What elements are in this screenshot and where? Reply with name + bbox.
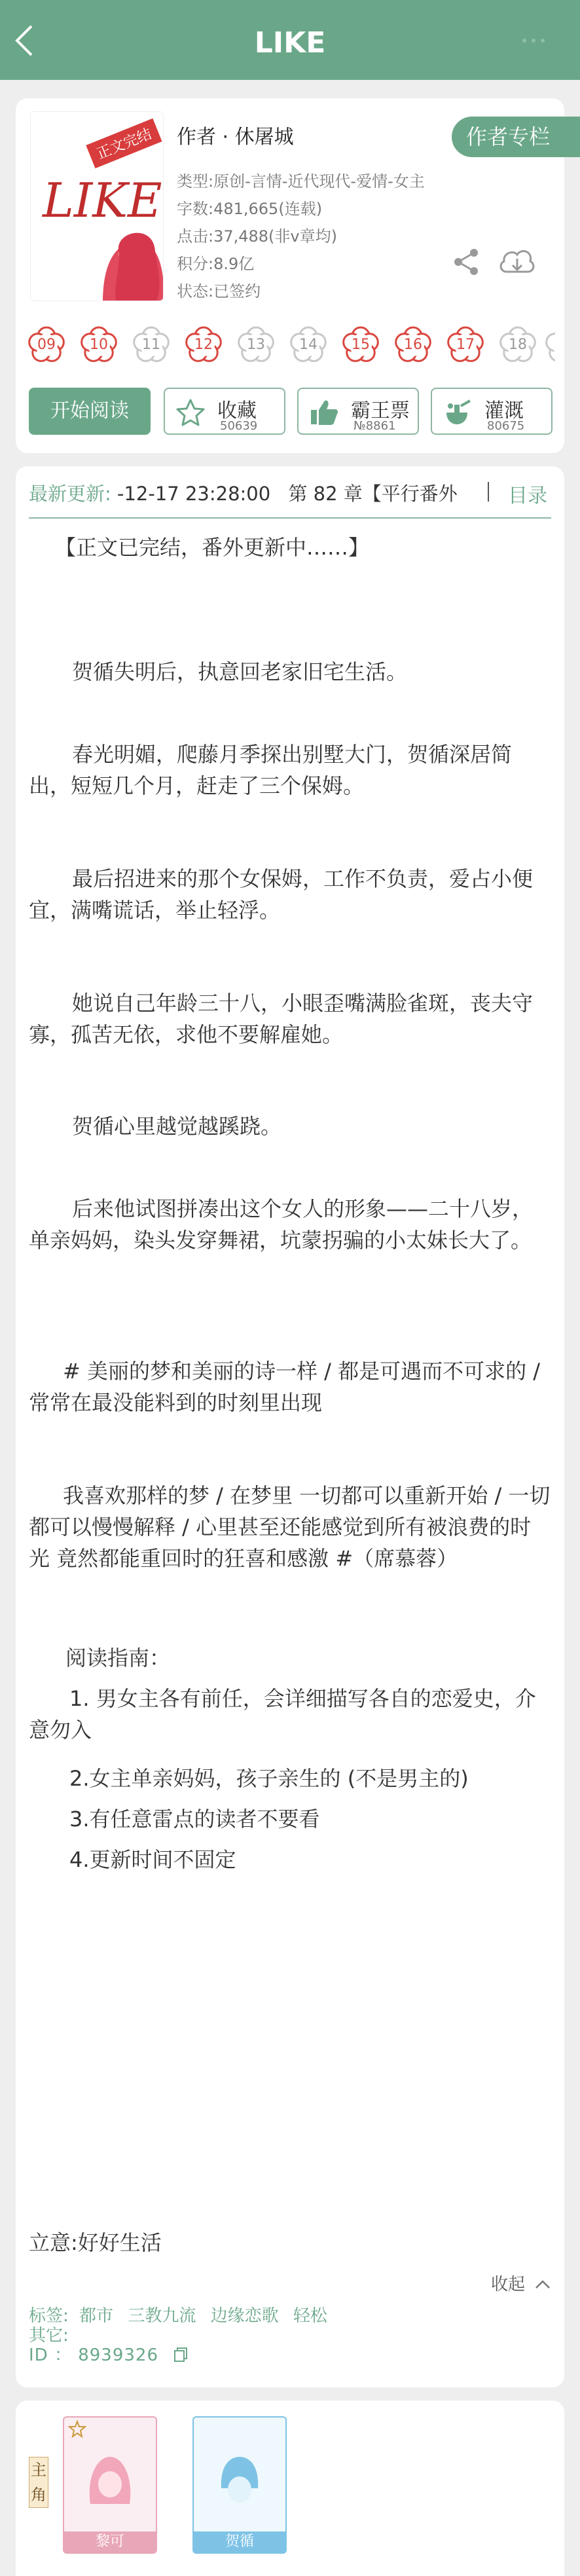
- latest-update-label: 最新更新:: [29, 483, 111, 505]
- page-title: LIKE: [254, 26, 326, 60]
- overlord-ticket-label: 霸王票: [351, 399, 410, 422]
- collect-button[interactable]: [164, 388, 285, 435]
- reading-guide-item: 3.有任意雷点的读者不要看: [69, 1807, 320, 1831]
- character-name: 黎可: [64, 2531, 156, 2552]
- intro-paragraph: 最后招进来的那个女保姆，工作不负责，爱占小便宜，满嘴谎话，举止轻浮。: [29, 866, 534, 923]
- collect-label: 收藏: [217, 399, 257, 422]
- thumbs-up-icon: [309, 398, 339, 427]
- book-score: 积分:8.9亿: [177, 255, 255, 273]
- other-label: 其它:: [29, 2326, 69, 2346]
- rating-flower[interactable]: 15: [339, 323, 382, 367]
- latest-chapter: 第 82 章【平行番外: [288, 483, 458, 505]
- download-button[interactable]: [498, 246, 537, 278]
- rating-flower[interactable]: 11: [130, 323, 173, 367]
- cover-stamp: 正文完结: [94, 126, 154, 163]
- latest-update[interactable]: [29, 479, 458, 506]
- collapse-button[interactable]: [491, 2271, 551, 2295]
- book-id[interactable]: [29, 2346, 336, 2365]
- rating-flower-partial: [542, 323, 555, 367]
- irrigate-label: 灌溉: [484, 399, 524, 422]
- irrigate-button[interactable]: [431, 388, 553, 435]
- intro-paragraph: 她说自己年龄三十八，小眼歪嘴满脸雀斑，丧夫守寡，孤苦无依，求他不要解雇她。: [29, 991, 534, 1047]
- overlord-ticket-count: №8861: [353, 419, 396, 433]
- more-button[interactable]: [520, 35, 547, 46]
- cover-art: [31, 112, 164, 301]
- tag[interactable]: 轻松: [293, 2306, 327, 2326]
- book-clicks: 点击:37,488(非v章均): [177, 227, 337, 246]
- reading-guide-title: 阅读指南：: [65, 1646, 171, 1670]
- male-avatar-icon: [213, 2452, 266, 2511]
- intro-paragraph: 贺循心里越觉越蹊跷。: [72, 1114, 282, 1139]
- intro-paragraph: # 美丽的梦和美丽的诗一样 / 都是可遇而不可求的 / 常常在最没能料到的时刻里出现: [29, 1359, 541, 1415]
- star-icon: [175, 398, 206, 427]
- latest-update-time: -12-17 23:28:00: [117, 483, 271, 505]
- character-card[interactable]: [63, 2416, 157, 2554]
- intro-paragraph: 后来他试图拼凑出这个女人的形象——二十八岁，单亲妈妈，染头发穿舞裙，坑蒙拐骗的小太妹长大了。: [29, 1196, 534, 1253]
- character-name: 贺循: [194, 2531, 285, 2552]
- tag[interactable]: 三教九流: [128, 2306, 196, 2326]
- reading-guide-item: 2.女主单亲妈妈，孩子亲生的 (不是男主的): [69, 1766, 469, 1791]
- share-button[interactable]: [450, 248, 483, 276]
- share-icon: [450, 248, 483, 276]
- rating-flower[interactable]: 10: [77, 323, 120, 367]
- copy-icon: [173, 2347, 188, 2363]
- star-icon: [68, 2420, 86, 2438]
- book-theme: 立意:好好生活: [29, 2230, 162, 2255]
- reading-guide-item: 4.更新时间不固定: [69, 1847, 236, 1872]
- book-cover[interactable]: [30, 111, 164, 301]
- rating-flower[interactable]: 13: [234, 323, 278, 367]
- tags-section: [29, 2306, 336, 2365]
- book-word-count: 字数:481,665(连载): [177, 200, 323, 218]
- rating-flower[interactable]: 12: [182, 323, 225, 367]
- book-type: 类型:原创-言情-近代现代-爱情-女主: [177, 172, 425, 191]
- intro-paragraph: 贺循失明后，执意回老家旧宅生活。: [72, 659, 408, 684]
- more-icon: [520, 35, 547, 46]
- book-id-text: ID ： 8939326: [29, 2346, 159, 2365]
- reading-guide-item: 1. 男女主各有前任，会详细描写各自的恋爱史，介意勿入: [29, 1686, 536, 1742]
- rating-flower[interactable]: 17: [444, 323, 487, 367]
- table-of-contents-link[interactable]: 目录: [508, 485, 547, 507]
- divider-line: [29, 517, 551, 519]
- protagonist-label: 主角: [29, 2457, 48, 2508]
- tags-label: 标签:: [29, 2306, 69, 2326]
- female-avatar-icon: [84, 2452, 136, 2511]
- start-reading-button[interactable]: 开始阅读: [29, 388, 151, 435]
- rating-flower[interactable]: 18: [496, 323, 539, 367]
- collect-count: 50639: [220, 419, 258, 433]
- character-card[interactable]: [192, 2416, 287, 2554]
- cover-title: LIKE: [43, 173, 162, 228]
- rating-flower[interactable]: 09: [25, 323, 68, 367]
- chevron-up-icon: [534, 2279, 551, 2290]
- divider: [488, 482, 489, 502]
- intro-paragraph: 春光明媚，爬藤月季探出别墅大门，贺循深居简出，短短几个月，赶走了三个保姆。: [29, 742, 513, 798]
- rating-flower[interactable]: 16: [391, 323, 435, 367]
- cloud-download-icon: [498, 246, 537, 278]
- book-status: 状态:已签约: [177, 282, 261, 301]
- author-column-button[interactable]: 作者专栏: [452, 117, 580, 157]
- rating-flowers: [25, 323, 575, 367]
- watering-icon: [443, 398, 473, 427]
- rating-flower[interactable]: 14: [287, 323, 330, 367]
- collapse-label: 收起: [491, 2275, 526, 2294]
- intro-paragraph: 我喜欢那样的梦 / 在梦里 一切都可以重新开始 / 一切都可以慢慢解释 / 心里甚至还能感觉到所有被浪费的时光 竟然都能重回时的狂喜和感激 #（席慕蓉）: [29, 1483, 551, 1571]
- tag[interactable]: 都市: [79, 2306, 114, 2326]
- overlord-ticket-button[interactable]: [297, 388, 419, 435]
- tag[interactable]: 边缘恋歌: [210, 2306, 279, 2326]
- author-name[interactable]: 作者 · 休屠城: [177, 126, 294, 149]
- intro-paragraph: 【正文已完结，番外更新中……】: [55, 535, 370, 560]
- irrigate-count: 80675: [487, 419, 525, 433]
